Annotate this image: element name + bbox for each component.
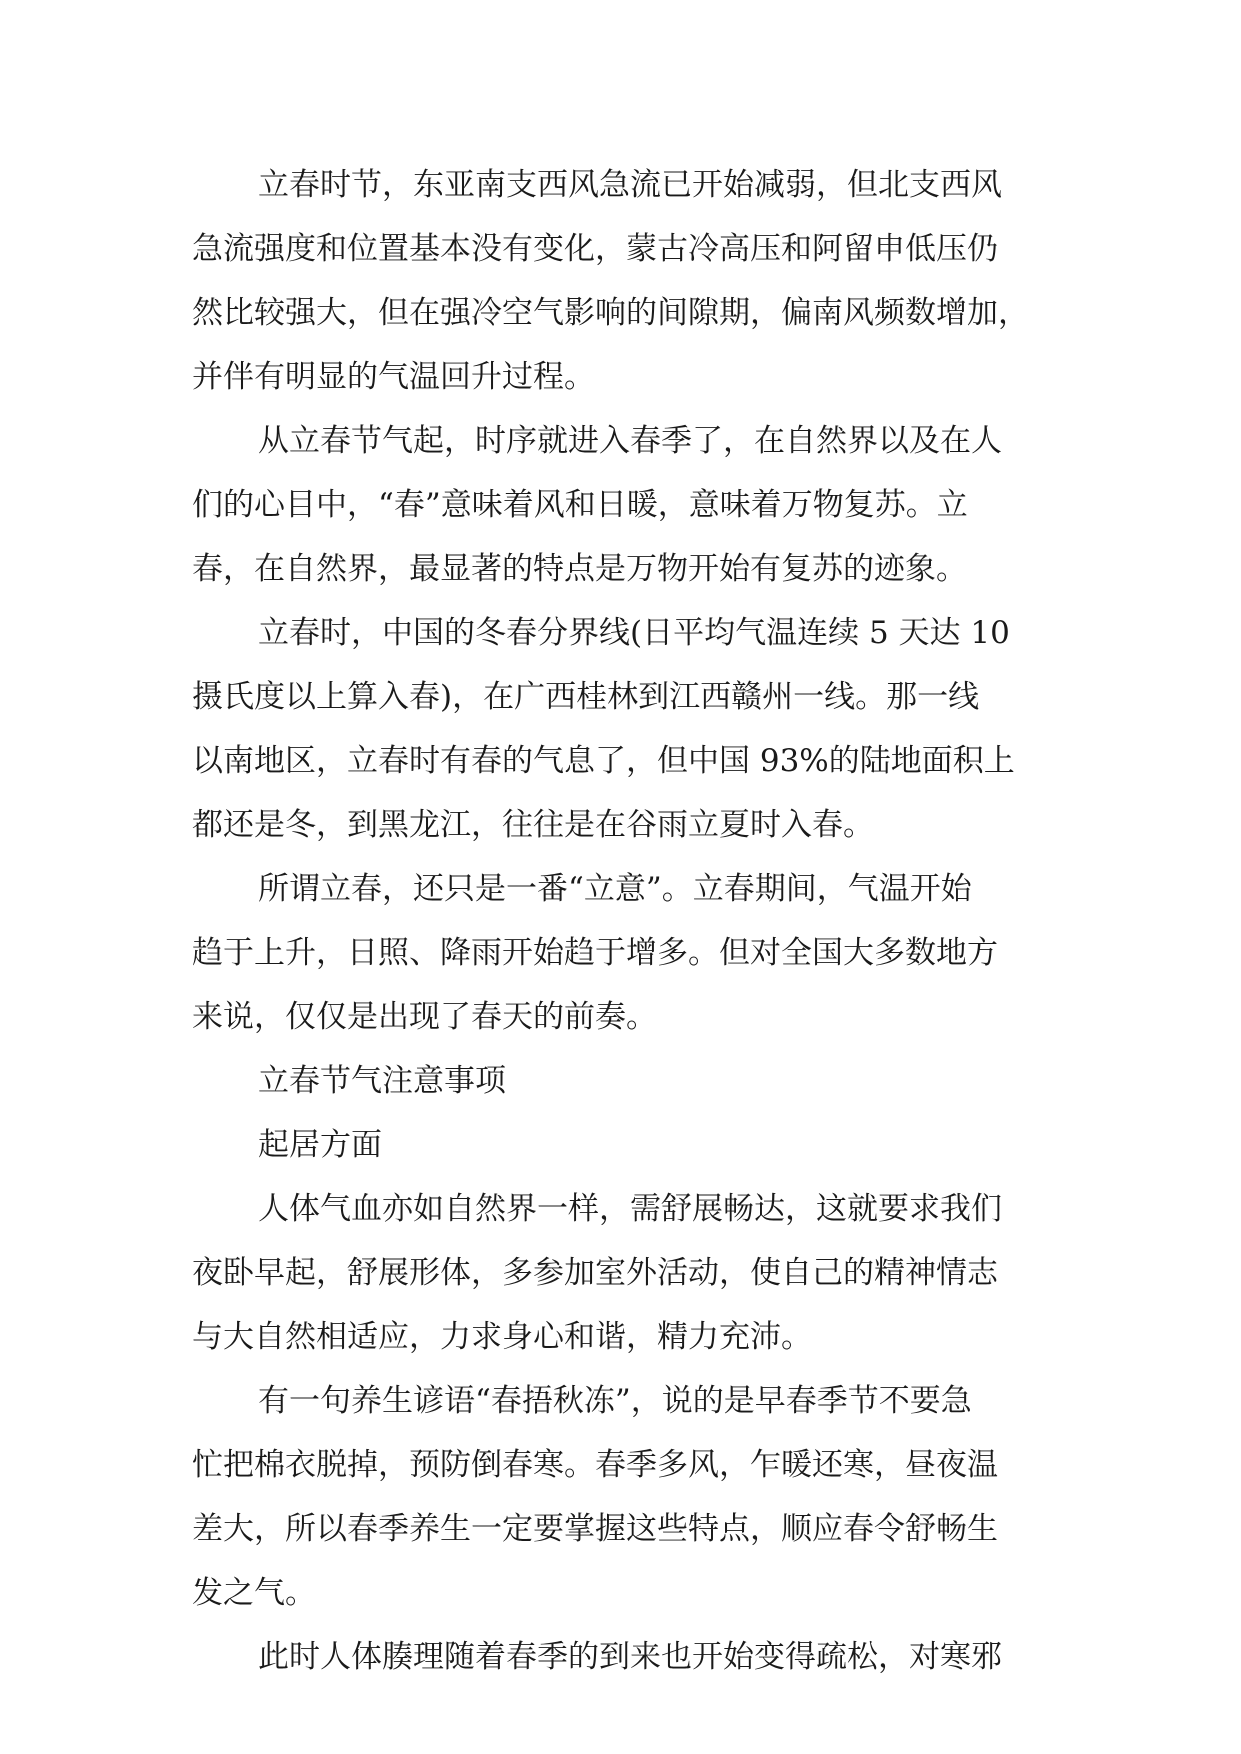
text-line: 起居方面 [258, 1127, 382, 1163]
paragraph [192, 409, 1060, 601]
text-line: 立春时节，东亚南支西风急流已开始减弱，但北支西风 [258, 167, 1002, 203]
text-line: 摄氏度以上算入春)，在广西桂林到江西赣州一线。那一线 [192, 679, 980, 715]
text-line: 来说，仅仅是出现了春天的前奏。 [192, 999, 657, 1035]
text-line: 从立春节气起，时序就进入春季了，在自然界以及在人 [258, 423, 1002, 459]
text-line: 忙把棉衣脱掉，预防倒春寒。春季多风，乍暖还寒，昼夜温 [192, 1447, 998, 1483]
text-line: 以南地区，立春时有春的气息了，但中国 93%的陆地面积上 [192, 743, 1015, 779]
text-line: 并伴有明显的气温回升过程。 [192, 359, 595, 395]
text-line: 人体气血亦如自然界一样，需舒展畅达，这就要求我们 [258, 1191, 1002, 1227]
paragraph [192, 153, 1060, 409]
paragraph [192, 1625, 1060, 1689]
text-line: 差大，所以春季养生一定要掌握这些特点，顺应春令舒畅生 [192, 1511, 998, 1547]
document-body [192, 153, 1060, 1689]
text-line: 们的心目中，“春”意味着风和日暖，意味着万物复苏。立 [192, 487, 968, 523]
text-line: 发之气。 [192, 1575, 316, 1611]
paragraph [192, 1177, 1060, 1369]
text-line: 然比较强大，但在强冷空气影响的间隙期，偏南风频数增加， [192, 295, 1029, 331]
text-line: 都还是冬，到黑龙江，往往是在谷雨立夏时入春。 [192, 807, 874, 843]
paragraph [192, 1369, 1060, 1625]
text-line: 立春节气注意事项 [258, 1063, 506, 1099]
text-line: 此时人体腠理随着春季的到来也开始变得疏松，对寒邪 [258, 1639, 1002, 1675]
text-line: 春，在自然界，最显著的特点是万物开始有复苏的迹象。 [192, 551, 967, 587]
paragraph [192, 857, 1060, 1049]
text-line: 立春时，中国的冬春分界线(日平均气温连续 5 天达 10 [258, 615, 1010, 651]
text-line: 急流强度和位置基本没有变化，蒙古冷高压和阿留申低压仍 [192, 231, 998, 267]
text-line: 所谓立春，还只是一番“立意”。立春期间，气温开始 [258, 871, 972, 907]
text-line: 与大自然相适应，力求身心和谐，精力充沛。 [192, 1319, 812, 1355]
text-line: 夜卧早起，舒展形体，多参加室外活动，使自己的精神情志 [192, 1255, 998, 1291]
paragraph [192, 1113, 1060, 1177]
paragraph [192, 1049, 1060, 1113]
text-line: 趋于上升，日照、降雨开始趋于增多。但对全国大多数地方 [192, 935, 998, 971]
paragraph [192, 601, 1060, 857]
text-line: 有一句养生谚语“春捂秋冻”，说的是早春季节不要急 [258, 1383, 972, 1419]
